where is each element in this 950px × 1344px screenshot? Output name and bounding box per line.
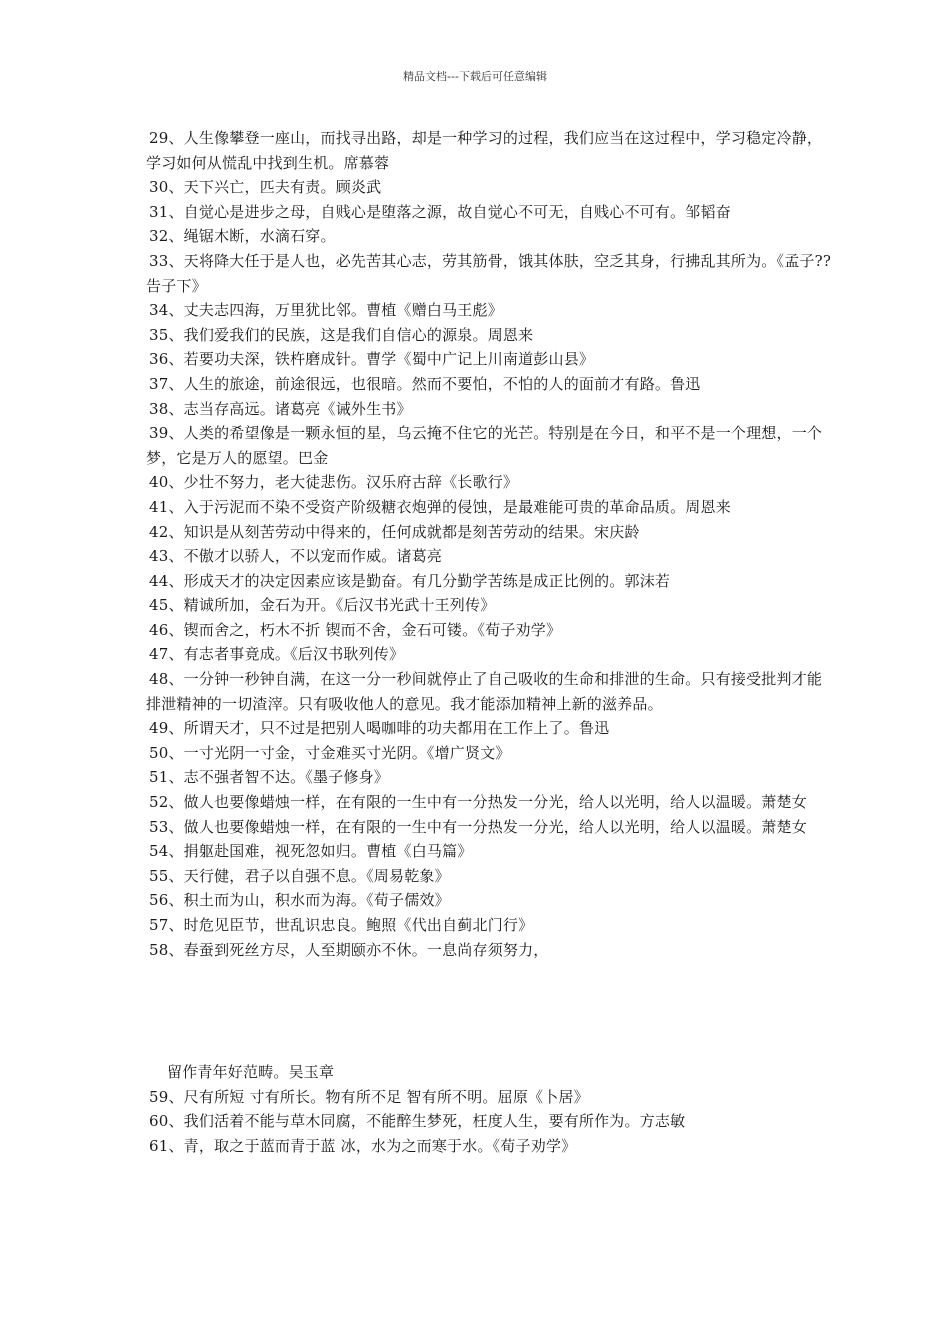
quote-item: 45、精诚所加，金石为开。《后汉书光武十王列传》: [149, 596, 496, 615]
quote-item: 54、捐躯赴国难，视死忽如归。曹植《白马篇》: [149, 842, 473, 861]
quote-item: 58、春蚕到死丝方尽，人至期颐亦不休。一息尚存须努力，: [149, 940, 549, 959]
quote-item: 30、天下兴亡，匹夫有责。顾炎武: [149, 178, 382, 197]
quote-item: 51、志不强者智不达。《墨子修身》: [149, 768, 389, 787]
quote-item: 57、时危见臣节，世乱识忠良。鲍照《代出自蓟北门行》: [149, 916, 534, 934]
quote-list-top: [146, 126, 836, 962]
quote-item: 40、少壮不努力，老大徒悲伤。汉乐府古辞《长歌行》: [149, 473, 519, 492]
quote-item: 48、一分钟一秒钟自满，在这一分一秒间就停止了自己吸收的生命和排泄的生命。只有接受批判才能排泄精神的一切渣滓。只有吸收他人的意见。我才能添加精神上新的滋养品。: [146, 670, 823, 713]
quote-item: 31、自觉心是进步之母，自贱心是堕落之源，故自觉心不可无，自贱心不可有。邹韬奋: [149, 202, 731, 221]
quote-continuation: 留作青年好范畴。吴玉章: [167, 1063, 335, 1082]
quote-item: 38、志当存高远。诸葛亮《诫外生书》: [149, 399, 412, 418]
quote-item: 35、我们爱我们的民族，这是我们自信心的源泉。周恩来: [149, 325, 534, 344]
quote-item: 47、有志者事竟成。《后汉书耿列传》: [149, 645, 405, 664]
quote-item: 41、入于污泥而不染不受资产阶级糖衣炮弹的侵蚀，是最难能可贵的革命品质。周恩来: [149, 497, 731, 516]
quote-item: 52、做人也要像蜡烛一样，在有限的一生中有一分热发一分光，给人以光明，给人以温暖。萧楚女: [149, 793, 807, 812]
quote-item: 32、绳锯木断，水滴石穿。: [149, 227, 336, 246]
quote-item: 56、积土而为山，积水而为海。《荀子儒效》: [149, 891, 450, 910]
quote-item: 34、丈夫志四海，万里犹比邻。曹植《赠白马王彪》: [149, 301, 503, 320]
quote-item: 37、人生的旅途，前途很远，也很暗。然而不要怕，不怕的人的面前才有路。鲁迅: [149, 374, 701, 393]
quote-item: 33、天将降大任于是人也，必先苦其心志，劳其筋骨，饿其体肤，空乏其身，行拂乱其所为。《孟子??告子下》: [146, 251, 832, 295]
quote-item: 53、做人也要像蜡烛一样，在有限的一生中有一分热发一分光，给人以光明，给人以温暖。萧楚女: [149, 817, 807, 836]
quote-item: 44、形成天才的决定因素应该是勤奋。有几分勤学苦练是成正比例的。郭沫若: [149, 571, 671, 590]
quote-item: 36、若要功夫深，铁杵磨成针。曹学《蜀中广记上川南道彭山县》: [149, 350, 595, 369]
quote-item: 49、所谓天才，只不过是把别人喝咖啡的功夫都用在工作上了。鲁迅: [149, 719, 610, 738]
page-gap: [146, 962, 836, 1060]
quote-item: 42、知识是从刻苦劳动中得来的，任何成就都是刻苦劳动的结果。宋庆龄: [149, 522, 640, 541]
quote-item: 60、我们活着不能与草木同腐，不能醉生梦死，枉度人生，要有所作为。方志敏: [149, 1112, 686, 1131]
quote-list-bottom: [146, 1085, 836, 1159]
quote-item: 29、人生像攀登一座山，而找寻出路，却是一种学习的过程，我们应当在这过程中，学习稳定冷静，学习如何从慌乱中找到生机。席慕蓉: [146, 129, 823, 172]
quote-item: 59、尺有所短 寸有所长。物有所不足 智有所不明。屈原《卜居》: [149, 1087, 589, 1106]
document-body: [146, 126, 836, 1159]
quote-item: 43、不傲才以骄人，不以宠而作威。诸葛亮: [149, 547, 443, 566]
quote-item: 50、一寸光阴一寸金，寸金难买寸光阴。《增广贤文》: [149, 743, 511, 762]
quote-item: 61、青，取之于蓝而青于蓝 冰，水为之而寒于水。《荀子劝学》: [149, 1136, 577, 1155]
page-header: 精品文档---下载后可任意编辑: [403, 70, 547, 83]
quote-item: 46、锲而舍之，朽木不折 锲而不舍，金石可镂。《荀子劝学》: [149, 620, 562, 639]
quote-item: 39、人类的希望像是一颗永恒的星，乌云掩不住它的光芒。特别是在今日，和平不是一个理想，一个梦，它是万人的愿望。巴金: [146, 424, 823, 467]
quote-item: 55、天行健，君子以自强不息。《周易乾象》: [149, 866, 450, 885]
